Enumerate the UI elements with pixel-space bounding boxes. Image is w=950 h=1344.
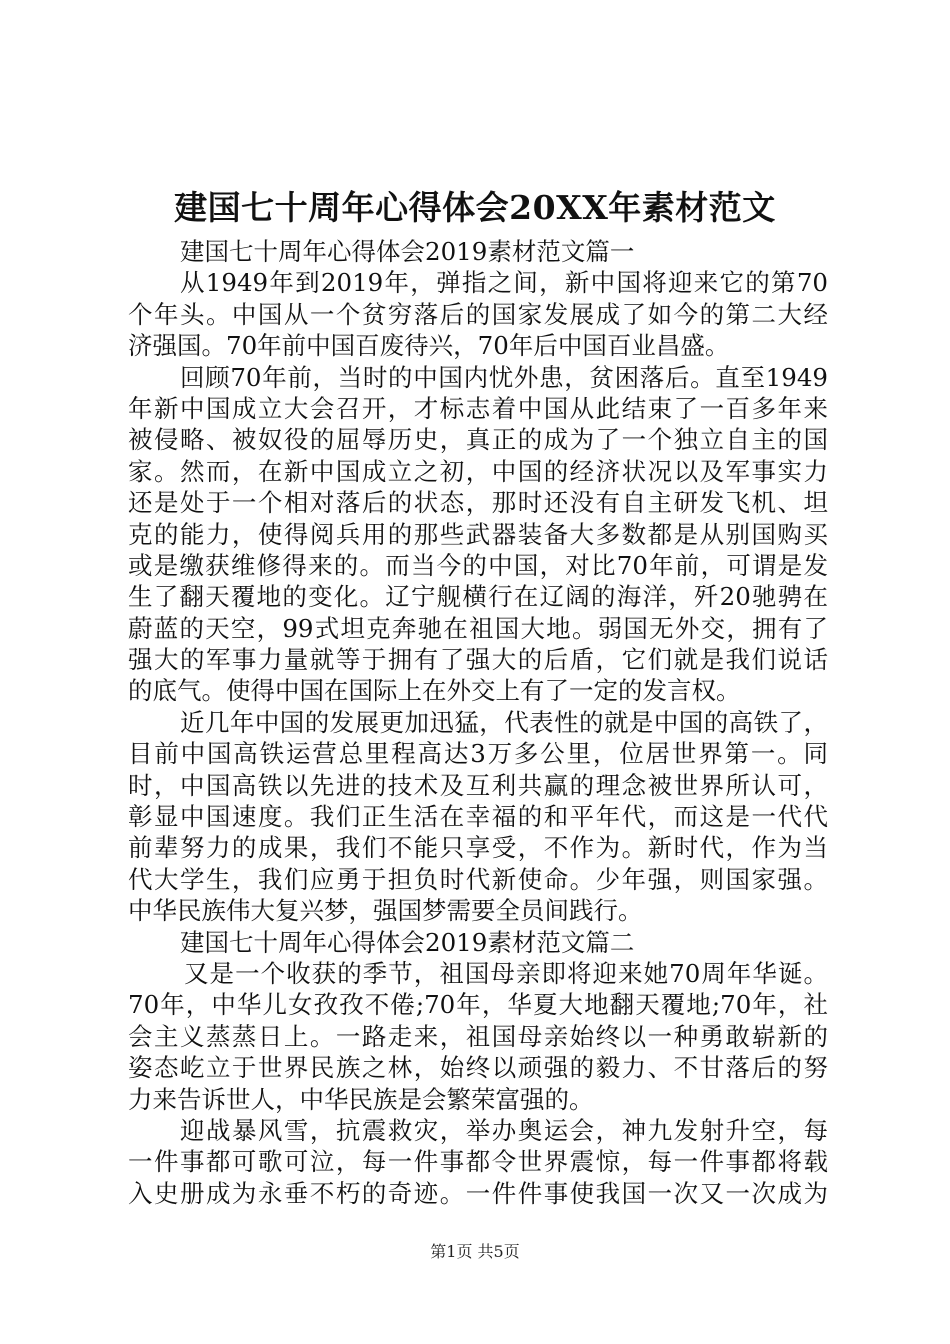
body-line: 蔚蓝的天空，99式坦克奔驰在祖国大地。弱国无外交，拥有了 bbox=[128, 613, 828, 643]
body-line: 强大的军事力量就等于拥有了强大的后盾，它们就是我们说话 bbox=[128, 645, 828, 675]
body-line: 前辈努力的成果，我们不能只享受，不作为。新时代，作为当 bbox=[128, 833, 828, 863]
body-line: 目前中国高铁运营总里程高达3万多公里，位居世界第一。同 bbox=[128, 739, 828, 769]
body-line: 中华民族伟大复兴梦，强国梦需要全员间践行。 bbox=[128, 896, 643, 926]
body-line: 还是处于一个相对落后的状态，那时还没有自主研发飞机、坦 bbox=[128, 488, 828, 518]
body-line: 又是一个收获的季节，祖国母亲即将迎来她70周年华诞。 bbox=[184, 958, 828, 988]
body-line: 或是缴获维修得来的。而当今的中国，对比70年前，可谓是发 bbox=[128, 550, 828, 580]
body-line: 年新中国成立大会召开，才标志着中国从此结束了一百多年来 bbox=[128, 393, 828, 423]
body-line: 被侵略、被奴役的屈辱历史，真正的成为了一个独立自主的国 bbox=[128, 425, 828, 455]
body-line: 代大学生，我们应勇于担负时代新使命。少年强，则国家强。 bbox=[128, 864, 828, 894]
document-title: 建国七十周年心得体会20XX年素材范文 bbox=[174, 188, 776, 227]
body-line: 从1949年到2019年，弹指之间，新中国将迎来它的第70 bbox=[180, 268, 828, 298]
body-line: 会主义蒸蒸日上。一路走来，祖国母亲始终以一种勇敢崭新的 bbox=[128, 1021, 828, 1051]
body-line: 时，中国高铁以先进的技术及互利共赢的理念被世界所认可， bbox=[128, 770, 828, 800]
body-line: 个年头。中国从一个贫穷落后的国家发展成了如今的第二大经 bbox=[128, 299, 828, 329]
body-line: 力来告诉世人，中华民族是会繁荣富强的。 bbox=[128, 1084, 594, 1114]
body-line: 70年，中华儿女孜孜不倦;70年，华夏大地翻天覆地;70年，社 bbox=[128, 990, 828, 1020]
body-line: 一件事都可歌可泣，每一件事都令世界震惊，每一件事都将载 bbox=[128, 1147, 828, 1177]
page-footer: 第1页 共5页 bbox=[430, 1242, 520, 1261]
body-line: 姿态屹立于世界民族之林，始终以顽强的毅力、不甘落后的努 bbox=[128, 1053, 828, 1083]
body-line: 济强国。70年前中国百废待兴，70年后中国百业昌盛。 bbox=[128, 331, 730, 361]
body-line: 迎战暴风雪，抗震救灾，举办奥运会，神九发射升空，每 bbox=[180, 1115, 828, 1145]
body-line: 近几年中国的发展更加迅猛，代表性的就是中国的高铁了， bbox=[180, 707, 828, 737]
body-line: 克的能力，使得阅兵用的那些武器装备大多数都是从别国购买 bbox=[128, 519, 828, 549]
body-line: 建国七十周年心得体会2019素材范文篇一 bbox=[180, 237, 635, 266]
body-line: 彰显中国速度。我们正生活在幸福的和平年代，而这是一代代 bbox=[128, 802, 828, 832]
body-line: 回顾70年前，当时的中国内忧外患，贫困落后。直至1949 bbox=[180, 362, 828, 392]
document-body bbox=[128, 236, 828, 1209]
body-line: 家。然而，在新中国成立之初，中国的经济状况以及军事实力 bbox=[128, 456, 828, 486]
body-line: 入史册成为永垂不朽的奇迹。一件件事使我国一次又一次成为 bbox=[128, 1178, 828, 1208]
body-line: 的底气。使得中国在国际上在外交上有了一定的发言权。 bbox=[128, 676, 741, 706]
body-line: 建国七十周年心得体会2019素材范文篇二 bbox=[180, 927, 635, 957]
body-line: 生了翻天覆地的变化。辽宁舰横行在辽阔的海洋，歼20驰骋在 bbox=[128, 582, 828, 612]
